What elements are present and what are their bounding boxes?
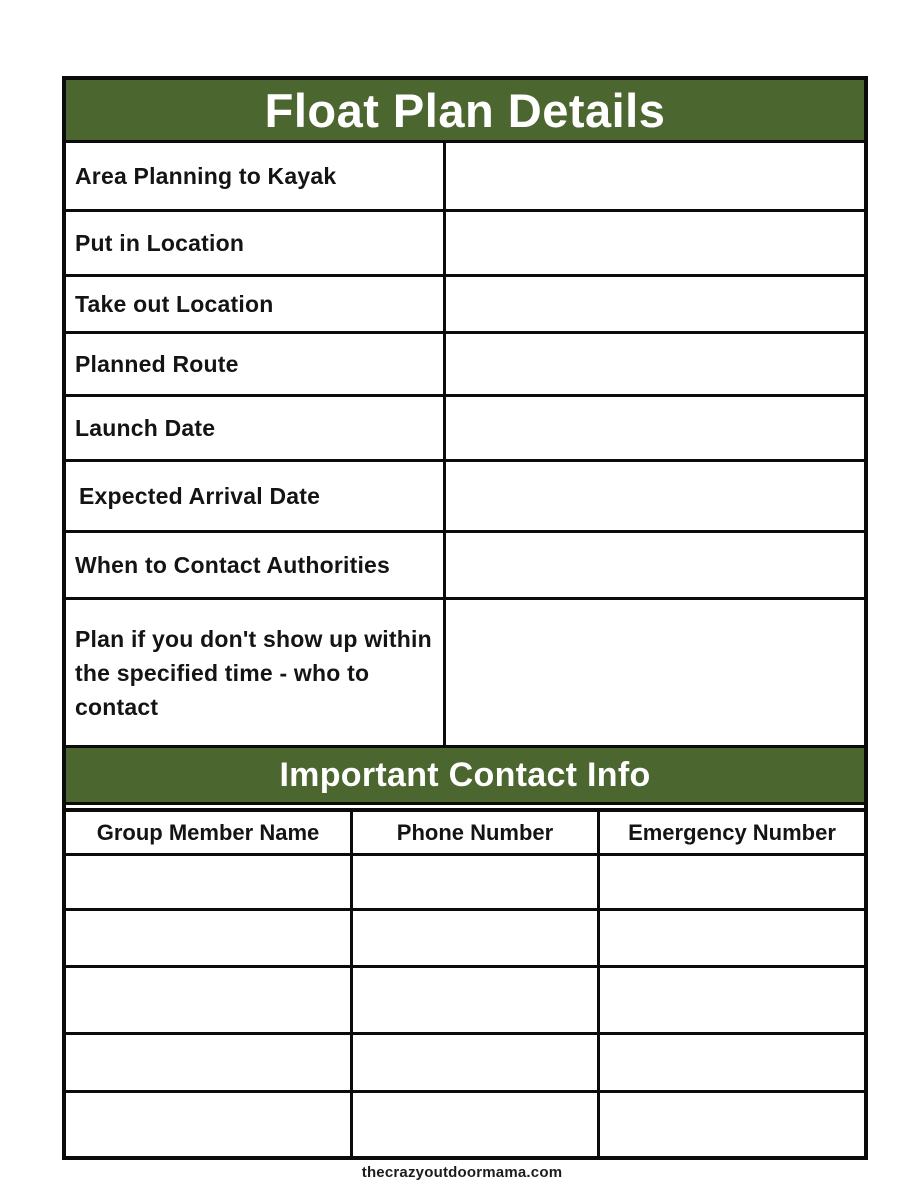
row-label: Area Planning to Kayak	[66, 143, 446, 209]
table-row-planned-route	[66, 334, 864, 397]
row-label: Take out Location	[66, 277, 446, 331]
table-row-expected-arrival-date	[66, 462, 864, 533]
contact-table	[66, 808, 864, 1156]
contact-info-title: Important Contact Info	[279, 755, 651, 794]
fill-in-cell	[446, 600, 864, 745]
row-label: When to Contact Authorities	[66, 533, 446, 597]
contact-table-row	[66, 968, 864, 1035]
fill-in-cell	[66, 968, 353, 1032]
contact-table-row	[66, 856, 864, 911]
fill-in-cell	[446, 277, 864, 331]
fill-in-cell	[446, 143, 864, 209]
fill-in-cell	[353, 968, 600, 1032]
table-row-launch-date	[66, 397, 864, 462]
column-header-emergency-number: Emergency Number	[628, 819, 836, 845]
row-label: Launch Date	[66, 397, 446, 459]
column-header-group-member-name: Group Member Name	[66, 812, 353, 853]
table-row-area-planning	[66, 143, 864, 212]
row-label: Put in Location	[66, 212, 446, 274]
table-row-no-show-plan	[66, 600, 864, 748]
column-header-phone-number: Phone Number	[353, 812, 600, 853]
row-label: Planned Route	[66, 334, 446, 394]
contact-table-header-row	[66, 812, 864, 856]
fill-in-cell	[353, 911, 600, 965]
fill-in-cell	[446, 462, 864, 530]
fill-in-cell	[66, 856, 353, 908]
row-label: Plan if you don't show up within the specified time - who to contact	[66, 600, 446, 745]
fill-in-cell	[66, 1093, 353, 1156]
fill-in-cell	[353, 856, 600, 908]
fill-in-cell	[66, 911, 353, 965]
fill-in-cell	[446, 334, 864, 394]
contact-table-row	[66, 1035, 864, 1093]
fill-in-cell	[353, 1035, 600, 1090]
fill-in-cell	[600, 1093, 864, 1156]
fill-in-cell	[446, 397, 864, 459]
fill-in-cell	[353, 1093, 600, 1156]
table-row-put-in-location	[66, 212, 864, 277]
row-label: Expected Arrival Date	[66, 462, 446, 530]
float-plan-sheet	[62, 76, 868, 1160]
table-row-take-out-location	[66, 277, 864, 334]
contact-table-row	[66, 1093, 864, 1156]
contact-info-title-band	[66, 748, 864, 805]
float-plan-title-band	[66, 80, 864, 143]
contact-table-row	[66, 911, 864, 968]
fill-in-cell	[600, 1035, 864, 1090]
fill-in-cell	[600, 968, 864, 1032]
fill-in-cell	[66, 1035, 353, 1090]
fill-in-cell	[600, 911, 864, 965]
float-plan-title: Float Plan Details	[264, 83, 666, 137]
fill-in-cell	[446, 212, 864, 274]
website-footer: thecrazyoutdoormama.com	[361, 1164, 563, 1181]
fill-in-cell	[600, 856, 864, 908]
table-row-when-to-contact-authorities	[66, 533, 864, 600]
fill-in-cell	[446, 533, 864, 597]
